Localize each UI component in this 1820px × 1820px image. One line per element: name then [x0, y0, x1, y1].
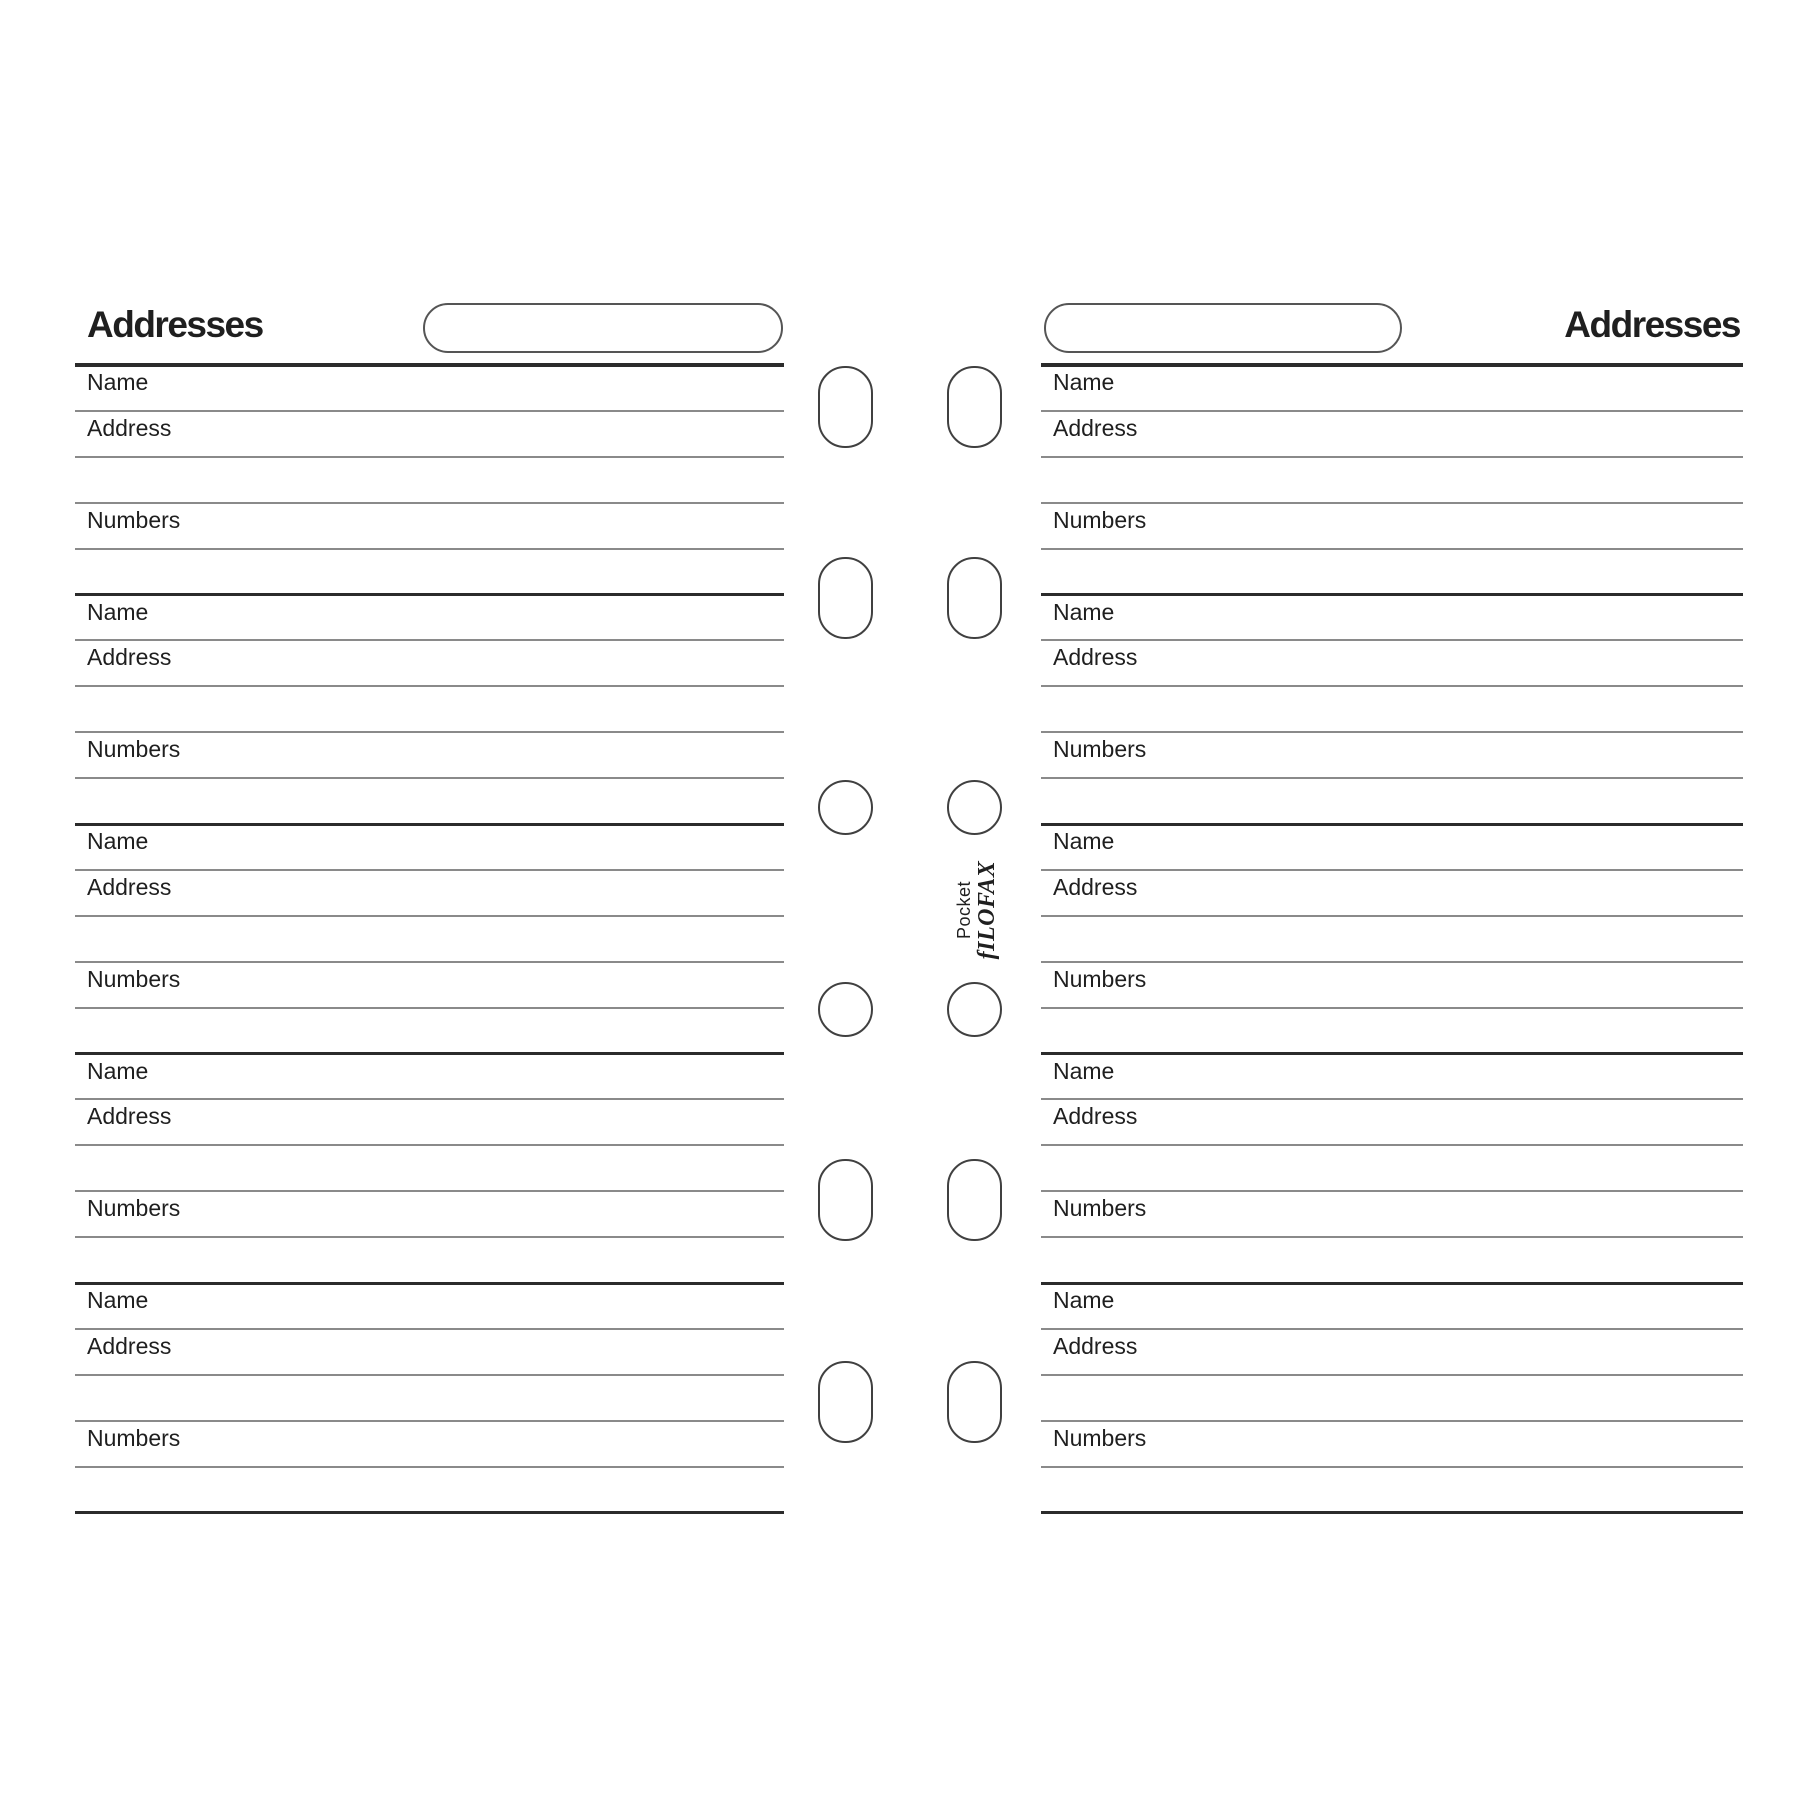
writing-line [1041, 502, 1743, 504]
field-label-name: Name [1053, 369, 1115, 395]
writing-line [75, 1466, 784, 1468]
writing-line [75, 1374, 784, 1376]
field-label-address: Address [1053, 414, 1138, 441]
field-label-numbers: Numbers [87, 1195, 181, 1222]
index-tab-box-right [1044, 303, 1402, 353]
writing-line [1041, 777, 1743, 779]
writing-line [75, 731, 784, 733]
writing-line [1041, 1374, 1743, 1376]
writing-line [75, 685, 784, 687]
writing-line [75, 961, 784, 963]
writing-line [75, 1098, 784, 1100]
writing-line [75, 1236, 784, 1238]
field-label-numbers: Numbers [87, 736, 181, 763]
entry-divider-rule [75, 593, 784, 596]
field-label-address: Address [87, 873, 172, 900]
punch-hole-oval [818, 1361, 873, 1443]
logo-brand-name: fILOFAX [974, 860, 1000, 960]
field-label-numbers: Numbers [87, 506, 181, 533]
writing-line [75, 1007, 784, 1009]
writing-line [1041, 639, 1743, 641]
field-label-numbers: Numbers [1053, 1424, 1147, 1451]
punch-hole-circle [947, 982, 1002, 1037]
field-label-name: Name [87, 1057, 149, 1084]
entry-divider-rule [1041, 1282, 1743, 1285]
writing-line [75, 1190, 784, 1192]
punch-hole-circle [818, 780, 873, 835]
field-label-numbers: Numbers [87, 965, 181, 992]
field-label-address: Address [87, 1103, 172, 1130]
page-title-left: Addresses [87, 304, 263, 345]
writing-line [75, 639, 784, 641]
field-label-address: Address [87, 644, 172, 671]
writing-line [75, 869, 784, 871]
field-label-address: Address [1053, 1332, 1138, 1359]
writing-line [1041, 915, 1743, 917]
field-label-address: Address [1053, 873, 1138, 900]
field-label-name: Name [1053, 598, 1115, 625]
logo-product-line: Pocket [954, 880, 974, 940]
field-label-name: Name [1053, 1287, 1115, 1313]
index-tab-box-left [423, 303, 783, 353]
field-label-name: Name [87, 369, 149, 395]
writing-line [1041, 1098, 1743, 1100]
entry-divider-rule [1041, 1052, 1743, 1055]
page-header-rule [75, 363, 784, 367]
page-header-rule [1041, 363, 1743, 367]
filofax-logo [955, 850, 1005, 970]
field-label-numbers: Numbers [1053, 1195, 1147, 1222]
writing-line [1041, 1007, 1743, 1009]
writing-line [1041, 456, 1743, 458]
entry-divider-rule [75, 1052, 784, 1055]
field-label-address: Address [87, 414, 172, 441]
punch-hole-oval [947, 557, 1002, 639]
page-title-right: Addresses [1564, 304, 1740, 345]
punch-hole-oval [818, 1159, 873, 1241]
writing-line [1041, 1328, 1743, 1330]
field-label-address: Address [1053, 1103, 1138, 1130]
page-bottom-rule [75, 1511, 784, 1514]
punch-hole-circle [947, 780, 1002, 835]
field-label-name: Name [1053, 1057, 1115, 1084]
writing-line [1041, 548, 1743, 550]
writing-line [75, 410, 784, 412]
writing-line [1041, 731, 1743, 733]
field-label-address: Address [1053, 644, 1138, 671]
punch-hole-oval [947, 1361, 1002, 1443]
punch-hole-circle [818, 982, 873, 1037]
punch-hole-oval [818, 366, 873, 448]
field-label-name: Name [1053, 828, 1115, 854]
field-label-numbers: Numbers [1053, 506, 1147, 533]
writing-line [75, 548, 784, 550]
punch-hole-oval [947, 366, 1002, 448]
writing-line [1041, 961, 1743, 963]
punch-hole-oval [947, 1159, 1002, 1241]
entry-divider-rule [75, 823, 784, 826]
writing-line [1041, 410, 1743, 412]
writing-line [75, 1420, 784, 1422]
writing-line [75, 1144, 784, 1146]
writing-line [1041, 1144, 1743, 1146]
entry-divider-rule [75, 1282, 784, 1285]
field-label-numbers: Numbers [87, 1424, 181, 1451]
writing-line [75, 915, 784, 917]
writing-line [75, 1328, 784, 1330]
writing-line [75, 777, 784, 779]
field-label-numbers: Numbers [1053, 965, 1147, 992]
writing-line [75, 502, 784, 504]
field-label-name: Name [87, 828, 149, 854]
field-label-numbers: Numbers [1053, 736, 1147, 763]
writing-line [1041, 1190, 1743, 1192]
writing-line [1041, 1236, 1743, 1238]
entry-divider-rule [1041, 593, 1743, 596]
writing-line [75, 456, 784, 458]
writing-line [1041, 685, 1743, 687]
field-label-address: Address [87, 1332, 172, 1359]
writing-line [1041, 1420, 1743, 1422]
writing-line [1041, 1466, 1743, 1468]
entry-divider-rule [1041, 823, 1743, 826]
page-bottom-rule [1041, 1511, 1743, 1514]
field-label-name: Name [87, 598, 149, 625]
punch-hole-oval [818, 557, 873, 639]
field-label-name: Name [87, 1287, 149, 1313]
writing-line [1041, 869, 1743, 871]
